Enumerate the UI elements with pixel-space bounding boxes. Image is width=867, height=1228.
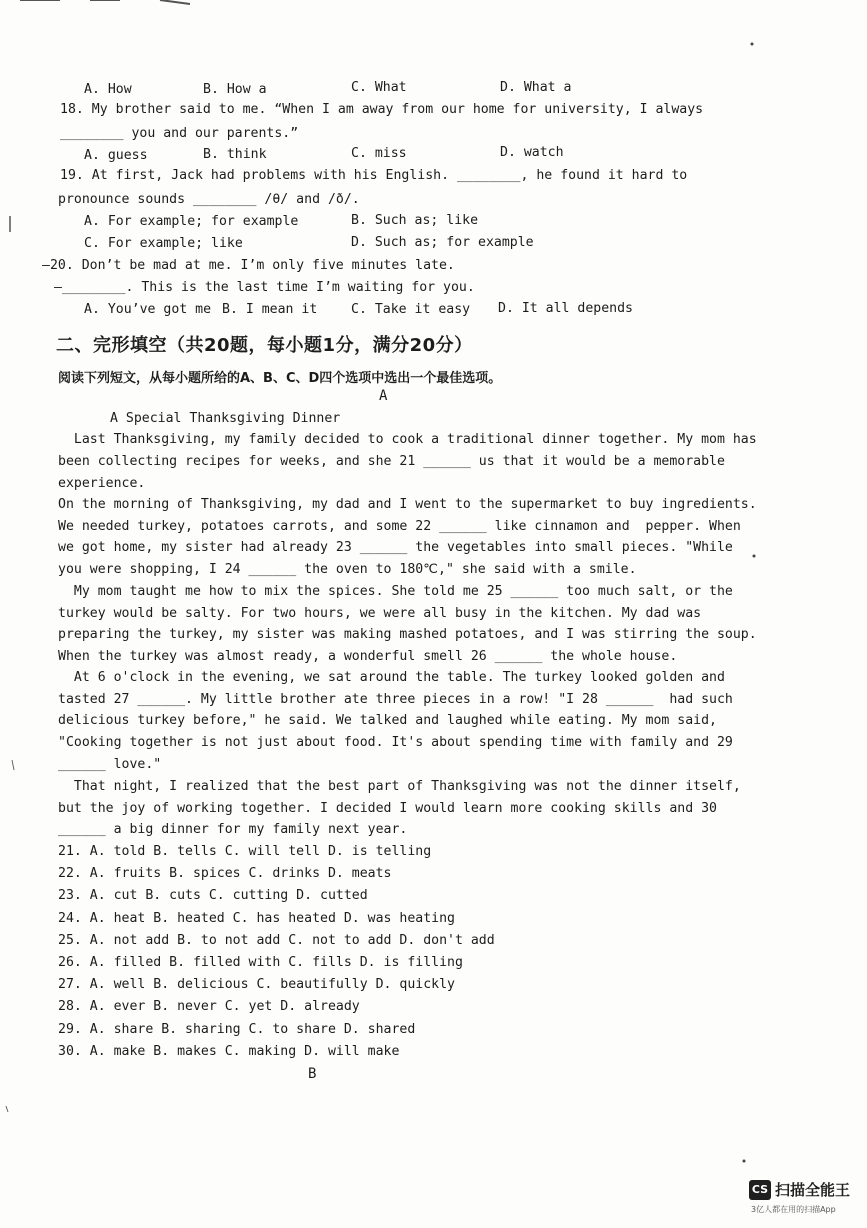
passage-line: been collecting recipes for weeks, and she 21 ______ us that it would be a memorable [58, 454, 725, 469]
answer-row: 27. A. well B. delicious C. beautifully D. quickly [58, 977, 455, 993]
passage-line: That night, I realized that the best part of Thanksgiving was not the dinner itself, [58, 779, 741, 794]
q19-line1: 19. At first, Jack had problems with his English. ________, he found it hard to [60, 168, 688, 183]
q20-option-c: C. Take it easy [351, 302, 471, 317]
passage-line: delicious turkey before," he said. We talked and laughed while eating. My mom said, [58, 713, 717, 728]
q18-option-c: C. miss [351, 146, 407, 161]
answer-row: 30. A. make B. makes C. making D. will make [58, 1043, 400, 1059]
q20-line2: —________. This is the last time I’m waiting for you. [54, 280, 475, 295]
passage-line: experience. [58, 476, 146, 491]
q17-option-a: A. How [84, 82, 132, 97]
q19-option-b: B. Such as; like [351, 213, 479, 228]
q19-option-d: D. Such as; for example [351, 235, 534, 250]
answer-row: 22. A. fruits B. spices C. drinks D. meats [58, 866, 392, 882]
passage-line: turkey would be salty. For two hours, we were all busy in the kitchen. My dad was [58, 606, 702, 621]
answer-row: 23. A. cut B. cuts C. cutting D. cutted [58, 888, 368, 904]
passage-line: My mom taught me how to mix the spices. She told me 25 ______ too much salt, or the [58, 584, 733, 599]
section-instruction: 阅读下列短文，从每小题所给的A、B、C、D四个选项中选出一个最佳选项。 [58, 371, 502, 386]
section-title: 二、完形填空（共20题，每小题1分，满分20分） [56, 335, 473, 356]
q18-option-d: D. watch [500, 145, 564, 160]
q19-option-c: C. For example; like [84, 236, 243, 251]
passage-line: but the joy of working together. I decided I would learn more cooking skills and 30 [58, 801, 717, 816]
q18-option-a: A. guess [84, 148, 148, 163]
passage-title: A Special Thanksgiving Dinner [110, 411, 341, 426]
q18-line1: 18. My brother said to me. “When I am away from our home for university, I always [60, 102, 704, 117]
q19-line2: pronounce sounds ________ /θ/ and /ð/. [58, 192, 360, 207]
passage-line: you were shopping, I 24 ______ the oven to 180℃," she said with a smile. [58, 562, 637, 577]
passage-line: preparing the turkey, my sister was making mashed potatoes, and I was stirring the soup. [58, 627, 757, 642]
answer-row: 28. A. ever B. never C. yet D. already [58, 999, 360, 1015]
answer-row: 24. A. heat B. heated C. has heated D. was heating [58, 910, 455, 926]
passage-line: On the morning of Thanksgiving, my dad and I went to the supermarket to buy ingredients. [58, 497, 757, 512]
q17-option-d: D. What a [500, 80, 572, 95]
answer-row: 29. A. share B. sharing C. to share D. shared [58, 1021, 416, 1037]
passage-a-label: A [379, 388, 388, 404]
q17-option-b: B. How a [203, 82, 267, 97]
passage-line: We needed turkey, potatoes carrots, and some 22 ______ like cinnamon and pepper. When [58, 519, 741, 534]
q19-option-a: A. For example; for example [84, 214, 299, 229]
passage-line: At 6 o'clock in the evening, we sat around the table. The turkey looked golden and [58, 670, 725, 685]
passage-line: we got home, my sister had already 23 ______ the vegetables into small pieces. "While [58, 540, 733, 555]
answer-row: 25. A. not add B. to not add C. not to add D. don't add [58, 932, 495, 948]
q18-line2: ________ you and our parents.” [60, 126, 299, 141]
q20-option-d: D. It all depends [498, 301, 633, 316]
passage-line: Last Thanksgiving, my family decided to cook a traditional dinner together. My mom has [58, 432, 757, 447]
camscanner-tagline: 3亿人都在用的扫描App [751, 1205, 836, 1214]
q18-option-b: B. think [203, 147, 267, 162]
answer-row: 26. A. filled B. filled with C. fills D. is filling [58, 955, 463, 970]
answer-row: 21. A. told B. tells C. will tell D. is telling [58, 844, 432, 859]
passage-line: ______ a big dinner for my family next year. [58, 822, 408, 837]
camscanner-logo-icon: CS [749, 1180, 771, 1200]
q20-option-b: B. I mean it [222, 302, 318, 317]
camscanner-brand: 扫描全能王 [775, 1181, 851, 1199]
q20-line1: —20. Don’t be mad at me. I’m only five minutes late. [42, 258, 455, 273]
q20-option-a: A. You’ve got me [84, 302, 212, 317]
q17-option-c: C. What [351, 80, 407, 95]
passage-line: When the turkey was almost ready, a wonderful smell 26 ______ the whole house. [58, 649, 678, 664]
passage-line: "Cooking together is not just about food. It's about spending time with family and 29 [58, 735, 733, 750]
passage-b-label: B [308, 1066, 317, 1082]
passage-line: ______ love." [58, 757, 162, 772]
passage-line: tasted 27 ______. My little brother ate three pieces in a row! "I 28 ______ had such [58, 692, 733, 707]
